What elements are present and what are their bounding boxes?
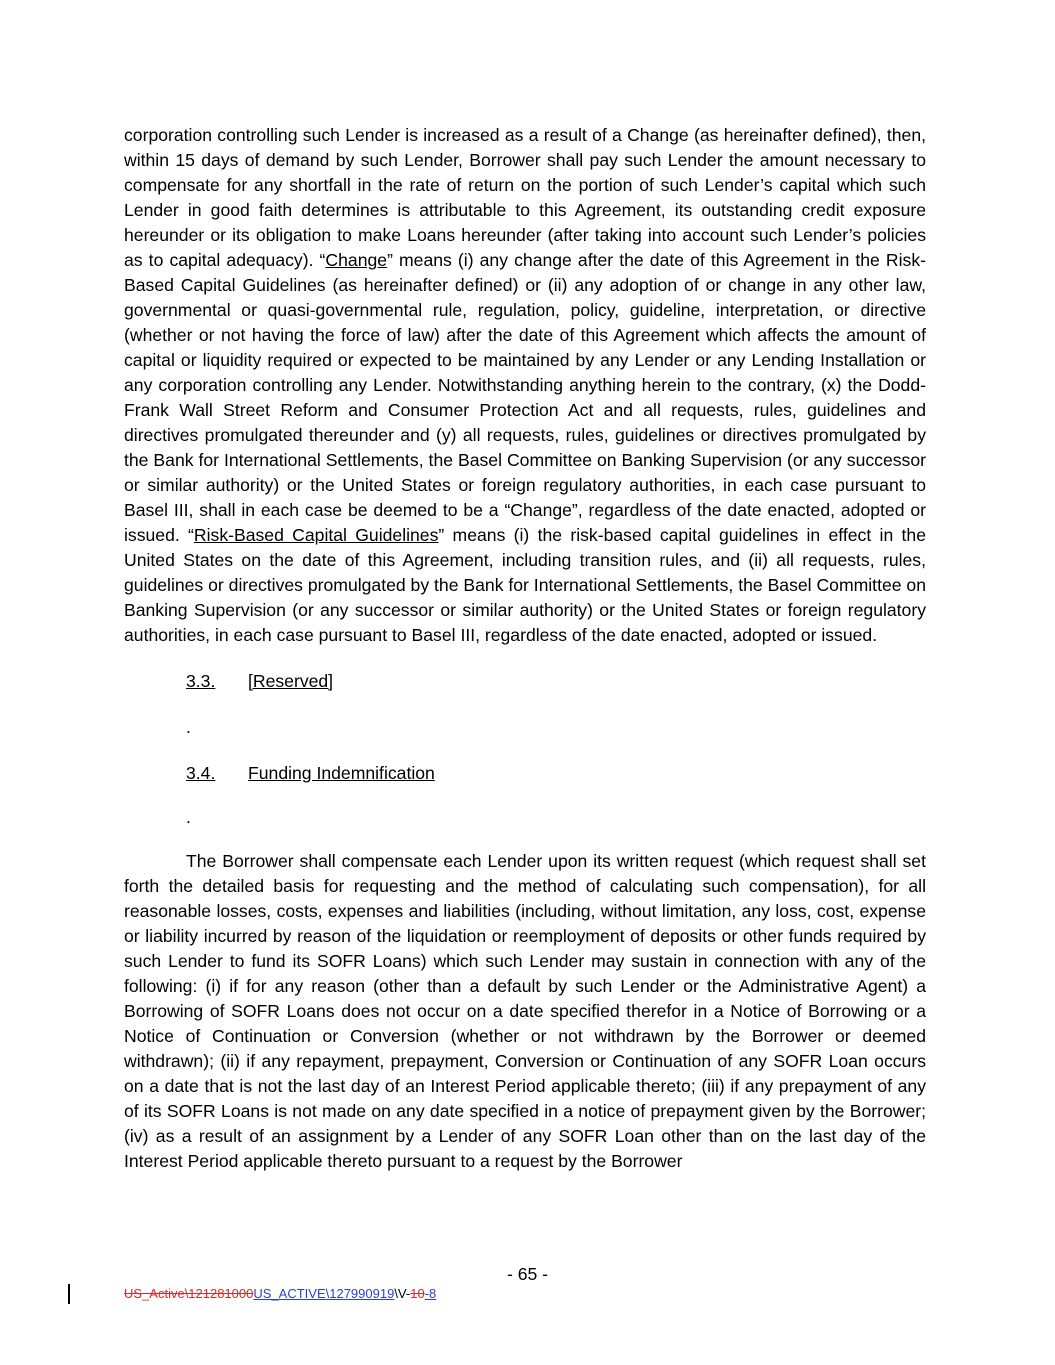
section-heading-3-3	[124, 669, 926, 694]
deleted-version: 10	[410, 1286, 425, 1301]
deleted-document-id: US_Active\121281000	[124, 1286, 254, 1301]
defined-term-change: Change	[325, 250, 388, 270]
section-title: Funding Indemnification	[248, 763, 435, 783]
paragraph-text: corporation controlling such Lender is increased as a result of a Change (as hereinafter defined), then, within 15 days of demand by such Lender, Borrower shall pay such Lender the amount necessary to compensate for any shortfall in the rate of return on the portion of such Lender’s capital which such Lender in good faith determines is attributable to this Agreement, its outstanding credit exposure hereunder or its obligation to make Loans hereunder (after taking into account such Lender’s policies as to capital adequacy). “	[124, 125, 926, 270]
section-number: 3.3.	[186, 671, 216, 691]
revision-change-bar	[68, 1284, 70, 1304]
defined-term-risk-based-capital-guidelines: Risk-Based Capital Guidelines	[193, 525, 439, 545]
paragraph-text: ” means (i) the risk-based capital guidelines in effect in the United States on the date of this Agreement, including transition rules, and (ii) all requests, rules, guidelines or directives promulgated by the Bank for International Settlements, the Basel Committee on Banking Supervision (or any successor or similar authority) or the United States or foreign regulatory authorities, in each case pursuant to Basel III, regardless of the date enacted, adopted or issued.	[124, 525, 926, 645]
section-number: 3.4.	[186, 763, 216, 783]
section-trailing-period: .	[186, 807, 191, 827]
paragraph-funding-indemnification: The Borrower shall compensate each Lender upon its written request (which request shall set forth the detailed basis for requesting and the method of calculating such compensation), for all reasonable losses, costs, expenses and liabilities (including, without limitation, any loss, cost, expense or liability incurred by reason of the liquidation or reemployment of deposits or other funds required by such Lender to fund its SOFR Loans) which such Lender may sustain in connection with any of the following: (i) if for any reason (other than a default by such Lender or the Administrative Agent) a Borrowing of SOFR Loans does not occur on a date specified therefor in a Notice of Borrowing or a Notice of Continuation or Conversion (whether or not withdrawn by the Borrower or deemed withdrawn); (ii) if any repayment, prepayment, Conversion or Continuation of any SOFR Loan occurs on a date that is not the last day of an Interest Period applicable thereto; (iii) if any prepayment of any of its SOFR Loans is not made on any date specified in a notice of prepayment given by the Borrower; (iv) as a result of an assignment by a Lender of any SOFR Loan other than on the last day of the Interest Period applicable thereto pursuant to a request by the Borrower	[124, 851, 926, 1171]
page-number: - 65 -	[506, 1264, 549, 1284]
version-prefix: \V-	[394, 1286, 411, 1301]
document-body	[124, 123, 926, 1174]
section-title: [Reserved]	[248, 671, 334, 691]
version-separator: -	[424, 1286, 430, 1301]
section-trailing-period: .	[186, 717, 191, 737]
section-heading-3-4	[124, 761, 926, 786]
paragraph-text: ” means (i) any change after the date of this Agreement in the Risk-Based Capital Guidelines (as hereinafter defined) or (ii) any adoption of or change in any other law, governmental or quasi-governmental rule, regulation, policy, guideline, interpretation, or directive (whether or not having the force of law) after the date of this Agreement which affects the amount of capital or liquidity required or expected to be maintained by any Lender or any Lending Installation or any corporation controlling any Lender. Notwithstanding anything herein to the contrary, (x) the Dodd-Frank Wall Street Reform and Consumer Protection Act and all requests, rules, guidelines and directives promulgated thereunder and (y) all requests, rules, guidelines or directives promulgated by the Bank for International Settlements, the Basel Committee on Banking Supervision (or any successor or similar authority) or the United States or foreign regulatory authorities, in each case pursuant to Basel III, shall in each case be deemed to be a “Change”, regardless of the date enacted, adopted or issued. “	[124, 250, 926, 545]
paragraph-capital-adequacy	[124, 123, 926, 648]
inserted-version: 8	[429, 1286, 437, 1301]
document-id-footer	[124, 1286, 436, 1302]
inserted-document-id: US_ACTIVE\127990919	[253, 1286, 395, 1301]
